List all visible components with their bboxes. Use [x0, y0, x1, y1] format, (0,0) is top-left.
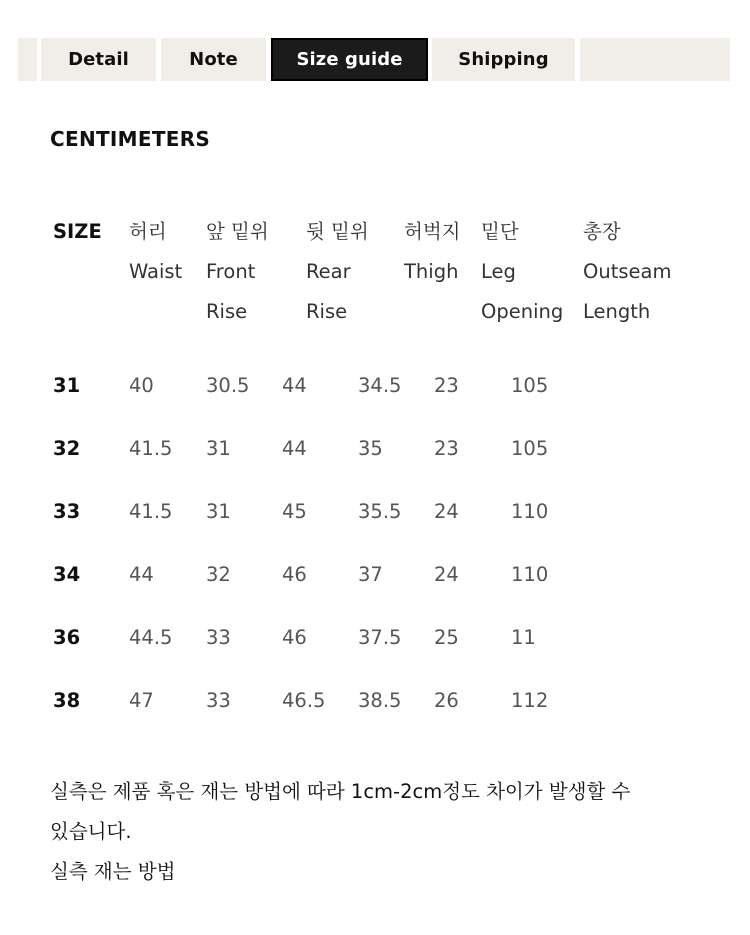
cell-front-rise: 30.5 — [206, 374, 250, 397]
cell-leg-opening: 23 — [434, 437, 459, 460]
cell-thigh: 35.5 — [358, 500, 402, 523]
cell-thigh: 35 — [358, 437, 383, 460]
cell-rear-rise: 46 — [282, 563, 307, 586]
header-thigh-kr: 허벅지 — [404, 220, 461, 243]
cell-size: 33 — [53, 500, 81, 523]
cell-outseam: 105 — [511, 437, 549, 460]
header-outseam-en2: Length — [583, 300, 651, 323]
header-rear-rise-en1: Rear — [306, 260, 351, 283]
tab-spacer-left — [18, 38, 37, 81]
cell-waist: 44.5 — [129, 626, 173, 649]
note-line-2: 있습니다. — [50, 820, 132, 843]
header-outseam-kr: 총장 — [583, 220, 621, 243]
cell-leg-opening: 26 — [434, 689, 459, 712]
tab-bar — [18, 38, 730, 81]
table-row — [0, 681, 750, 721]
cell-size: 31 — [53, 374, 81, 397]
header-front-rise-en2: Rise — [206, 300, 248, 323]
header-thigh-en: Thigh — [404, 260, 459, 283]
cell-front-rise: 33 — [206, 626, 231, 649]
header-rear-rise-kr: 뒷 밑위 — [306, 220, 369, 243]
cell-outseam: 105 — [511, 374, 549, 397]
table-row — [0, 618, 750, 658]
table-row — [0, 492, 750, 532]
how-to-measure-link[interactable]: 실측 재는 방법 — [50, 860, 176, 883]
cell-rear-rise: 46.5 — [282, 689, 326, 712]
cell-leg-opening: 23 — [434, 374, 459, 397]
cell-leg-opening: 25 — [434, 626, 459, 649]
tab-note[interactable]: Note — [161, 38, 266, 81]
cell-thigh: 34.5 — [358, 374, 402, 397]
cell-waist: 44 — [129, 563, 154, 586]
cell-size: 34 — [53, 563, 81, 586]
header-size: SIZE — [53, 220, 102, 243]
cell-waist: 47 — [129, 689, 154, 712]
tab-spacer-right — [580, 38, 730, 81]
cell-size: 32 — [53, 437, 81, 460]
header-front-rise-kr: 앞 밑위 — [206, 220, 269, 243]
cell-front-rise: 31 — [206, 500, 231, 523]
cell-leg-opening: 24 — [434, 500, 459, 523]
header-outseam-en1: Outseam — [583, 260, 672, 283]
header-rear-rise-en2: Rise — [306, 300, 348, 323]
cell-waist: 41.5 — [129, 437, 173, 460]
table-row — [0, 366, 750, 406]
note-line-1: 실측은 제품 혹은 재는 방법에 따라 1cm-2cm정도 차이가 발생할 수 — [50, 780, 631, 803]
tab-shipping[interactable]: Shipping — [432, 38, 575, 81]
cell-leg-opening: 24 — [434, 563, 459, 586]
cell-rear-rise: 44 — [282, 374, 307, 397]
header-waist-en: Waist — [129, 260, 183, 283]
cell-waist: 41.5 — [129, 500, 173, 523]
header-leg-opening-kr: 밑단 — [481, 220, 519, 243]
cell-outseam: 112 — [511, 689, 549, 712]
tab-size-guide[interactable]: Size guide — [271, 38, 428, 81]
header-leg-opening-en2: Opening — [481, 300, 564, 323]
cell-front-rise: 31 — [206, 437, 231, 460]
cell-waist: 40 — [129, 374, 154, 397]
header-front-rise-en1: Front — [206, 260, 256, 283]
cell-outseam: 110 — [511, 500, 549, 523]
unit-heading: CENTIMETERS — [50, 127, 211, 151]
table-row — [0, 555, 750, 595]
cell-size: 38 — [53, 689, 81, 712]
cell-thigh: 37.5 — [358, 626, 402, 649]
cell-rear-rise: 46 — [282, 626, 307, 649]
cell-thigh: 38.5 — [358, 689, 402, 712]
header-leg-opening-en1: Leg — [481, 260, 516, 283]
cell-front-rise: 33 — [206, 689, 231, 712]
cell-rear-rise: 45 — [282, 500, 307, 523]
cell-outseam: 110 — [511, 563, 549, 586]
cell-size: 36 — [53, 626, 81, 649]
header-waist-kr: 허리 — [129, 220, 167, 243]
cell-front-rise: 32 — [206, 563, 231, 586]
cell-outseam: 11 — [511, 626, 536, 649]
cell-rear-rise: 44 — [282, 437, 307, 460]
table-row — [0, 429, 750, 469]
cell-thigh: 37 — [358, 563, 383, 586]
tab-detail[interactable]: Detail — [41, 38, 156, 81]
